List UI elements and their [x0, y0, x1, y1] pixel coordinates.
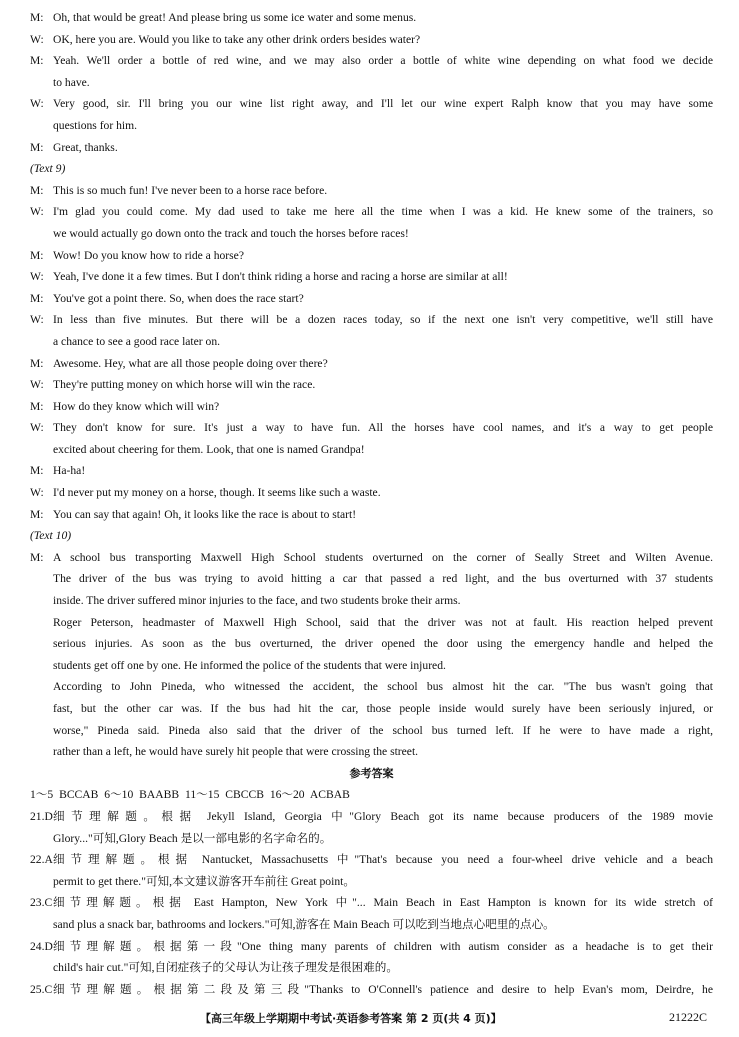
dialogue-text: I'm glad you could come. My dad used to take me here all the time when I was a kid. He knew some of the trainers, so	[53, 205, 713, 219]
dialogue-text: In less than five minutes. But there will be a dozen races today, so if the next one isn't very competitive, we'll still have	[53, 313, 713, 327]
dialogue-line	[30, 29, 713, 51]
speaker-label: M:	[30, 11, 44, 24]
continuation-line	[30, 331, 713, 353]
line-text: permit to get there."可知,本文建议游客开车前往 Great point。	[53, 874, 355, 888]
text-section-label	[30, 158, 713, 180]
dialogue-text: Ha-ha!	[53, 464, 86, 478]
speaker-label: M:	[30, 399, 44, 413]
dialogue-text: Very good, sir. I'll bring you our wine list right away, and I'll let our wine expert Ralph know that you may have some	[53, 97, 713, 111]
line-text: we would actually go down onto the track and touch the horses before races!	[53, 226, 409, 240]
continuation-line	[30, 72, 713, 94]
dialogue-text: You've got a point there. So, when does the race start?	[53, 291, 304, 305]
dialogue-line	[30, 266, 713, 288]
dialogue-text: They're putting money on which horse will win the race.	[53, 378, 316, 392]
dialogue-line	[30, 417, 713, 439]
line-text: to have.	[53, 75, 90, 89]
continuation-line	[30, 698, 713, 720]
dialogue-text: Oh, that would be great! And please bring us some ice water and some menus.	[53, 11, 417, 24]
speaker-label: W:	[30, 97, 44, 111]
explanation-line	[30, 936, 713, 958]
explanation-text: 细节理解题。根据第一段"One thing many parents of children with autism consider as a headache is to get their	[53, 939, 713, 953]
continuation-line	[30, 676, 713, 698]
dialogue-text: A school bus transporting Maxwell High School students overturned on the corner of Seally Street and Wilten Avenue.	[53, 550, 713, 564]
line-text: worse," Pineda said. Pineda also said that the driver of the school bus turned left. If he were to have made a right,	[53, 723, 713, 737]
continuation-line	[30, 115, 713, 137]
speaker-label: W:	[30, 378, 44, 392]
explanation-line	[30, 892, 713, 914]
question-number: 23.C	[30, 896, 53, 910]
speaker-label: W:	[30, 421, 44, 435]
dialogue-text: Yeah. We'll order a bottle of red wine, and we may also order a bottle of white wine depending on what food we decide	[53, 54, 713, 68]
dialogue-line	[30, 504, 713, 526]
dialogue-line	[30, 396, 713, 418]
dialogue-text: How do they know which will win?	[53, 399, 220, 413]
section-label-text: (Text 9)	[30, 162, 66, 176]
page-footer	[0, 1010, 739, 1030]
speaker-label: W:	[30, 486, 44, 500]
document-body	[30, 7, 713, 1000]
dialogue-line	[30, 288, 713, 310]
dialogue-text: OK, here you are. Would you like to take any other drink orders besides water?	[53, 32, 421, 46]
dialogue-line	[30, 547, 713, 569]
dialogue-text: Wow! Do you know how to ride a horse?	[53, 248, 244, 262]
dialogue-line	[30, 180, 713, 202]
line-text: Roger Peterson, headmaster of Maxwell High School, said that the driver was not at fault. His reaction helped prevent	[53, 615, 713, 629]
dialogue-line	[30, 245, 713, 267]
speaker-label: W:	[30, 270, 44, 284]
speaker-label: W:	[30, 32, 44, 46]
answer-key-text: 1～5 BCCAB 6～10 BAABB 11～15 CBCCB 16～20 ACBAB	[30, 788, 350, 802]
speaker-label: M:	[30, 248, 44, 262]
dialogue-text: Great, thanks.	[53, 140, 118, 154]
line-text: Glory..."可知,Glory Beach 是以一部电影的名字命名的。	[53, 831, 332, 845]
question-number: 25.C	[30, 982, 53, 996]
dialogue-line	[30, 460, 713, 482]
line-text: excited about cheering for them. Look, that one is named Grandpa!	[53, 442, 365, 456]
dialogue-line	[30, 93, 713, 115]
speaker-label: M:	[30, 550, 44, 564]
dialogue-text: This is so much fun! I've never been to a horse race before.	[53, 183, 328, 197]
dialogue-line	[30, 374, 713, 396]
dialogue-text: I'd never put my money on a horse, though. It seems like such a waste.	[53, 486, 381, 500]
continuation-line	[30, 612, 713, 634]
dialogue-line	[30, 7, 713, 29]
line-text: child's hair cut."可知,自闭症孩子的父母认为让孩子理发是很困难的。	[53, 961, 398, 975]
explanation-line	[30, 979, 713, 1001]
continuation-line	[30, 655, 713, 677]
continuation-line	[30, 439, 713, 461]
continuation-line	[30, 871, 713, 893]
question-number: 24.D	[30, 939, 53, 953]
explanation-text: 细节理解题。根据 Jekyll Island, Georgia 中"Glory Beach got its name because producers of the 1989 movie	[53, 809, 713, 823]
continuation-line	[30, 741, 713, 763]
continuation-line	[30, 568, 713, 590]
line-text: serious injuries. As soon as the bus overturned, the driver opened the door using the emergency handle and helped the	[53, 637, 713, 651]
dialogue-line	[30, 201, 713, 223]
question-number: 22.A	[30, 853, 53, 867]
explanation-text: 细节理解题。根据 Nantucket, Massachusetts 中"That's because you need a four-wheel drive vehicle and a beach	[53, 853, 713, 867]
section-label-text: (Text 10)	[30, 529, 72, 543]
dialogue-line	[30, 137, 713, 159]
dialogue-text: You can say that again! Oh, it looks like the race is about to start!	[53, 507, 357, 521]
dialogue-line	[30, 309, 713, 331]
answer-key-row	[30, 784, 713, 806]
footer-code: 21222C	[669, 1010, 708, 1024]
line-text: The driver of the bus was trying to avoid hitting a car that passed a red light, and the bus overturned with 37 students	[53, 572, 713, 586]
line-text: sand plus a snack bar, bathrooms and lockers."可知,游客在 Main Beach 可以吃到当地点心吧里的点心。	[53, 917, 555, 931]
footer-title: 【高三年级上学期期中考试·英语参考答案 第 2 页(共 4 页)】	[200, 1012, 502, 1025]
explanation-line	[30, 806, 713, 828]
speaker-label: W:	[30, 205, 44, 219]
dialogue-text: Yeah, I've done it a few times. But I don't think riding a horse and racing a horse are similar at all!	[53, 270, 508, 284]
speaker-label: M:	[30, 464, 44, 478]
line-text: a chance to see a good race later on.	[53, 334, 221, 348]
dialogue-line	[30, 353, 713, 375]
speaker-label: M:	[30, 54, 44, 68]
continuation-line	[30, 633, 713, 655]
text-section-label	[30, 525, 713, 547]
speaker-label: M:	[30, 183, 44, 197]
speaker-label: W:	[30, 313, 44, 327]
continuation-line	[30, 223, 713, 245]
explanation-line	[30, 849, 713, 871]
continuation-line	[30, 914, 713, 936]
continuation-line	[30, 590, 713, 612]
line-text: fast, but the other car was. If the bus had hit the car, those people inside would surely have been seriously injured, or	[53, 702, 713, 715]
line-text: According to John Pineda, who witnessed the accident, the school bus almost hit the car. "The bus wasn't going that	[53, 680, 713, 694]
speaker-label: M:	[30, 507, 44, 521]
answers-heading: 参考答案	[349, 766, 394, 780]
continuation-line	[30, 828, 713, 850]
speaker-label: M:	[30, 140, 44, 154]
line-text: students get off one by one. He informed the police of the students that were injured.	[53, 658, 446, 672]
continuation-line	[30, 720, 713, 742]
line-text: inside. The driver suffered minor injuries to the face, and two students broke their arms.	[53, 594, 461, 608]
dialogue-text: Awesome. Hey, what are all those people doing over there?	[53, 356, 328, 370]
line-text: rather than a left, he would have surely hit people that were crossing the street.	[53, 745, 419, 759]
explanation-text: 细节理解题。根据第二段及第三段"Thanks to O'Connell's patience and desire to help Evan's mom, Deirdre, he	[53, 982, 713, 996]
continuation-line	[30, 957, 713, 979]
explanation-text: 细节理解题。根据 East Hampton, New York 中"... Main Beach in East Hampton is known for its wide stretch of	[53, 896, 713, 910]
line-text: questions for him.	[53, 118, 138, 132]
question-number: 21.D	[30, 809, 53, 823]
speaker-label: M:	[30, 291, 44, 305]
speaker-label: M:	[30, 356, 44, 370]
dialogue-line	[30, 482, 713, 504]
dialogue-text: They don't know for sure. It's just a way to have fun. All the horses have cool names, and it's a way to get people	[53, 421, 713, 435]
dialogue-line	[30, 50, 713, 72]
